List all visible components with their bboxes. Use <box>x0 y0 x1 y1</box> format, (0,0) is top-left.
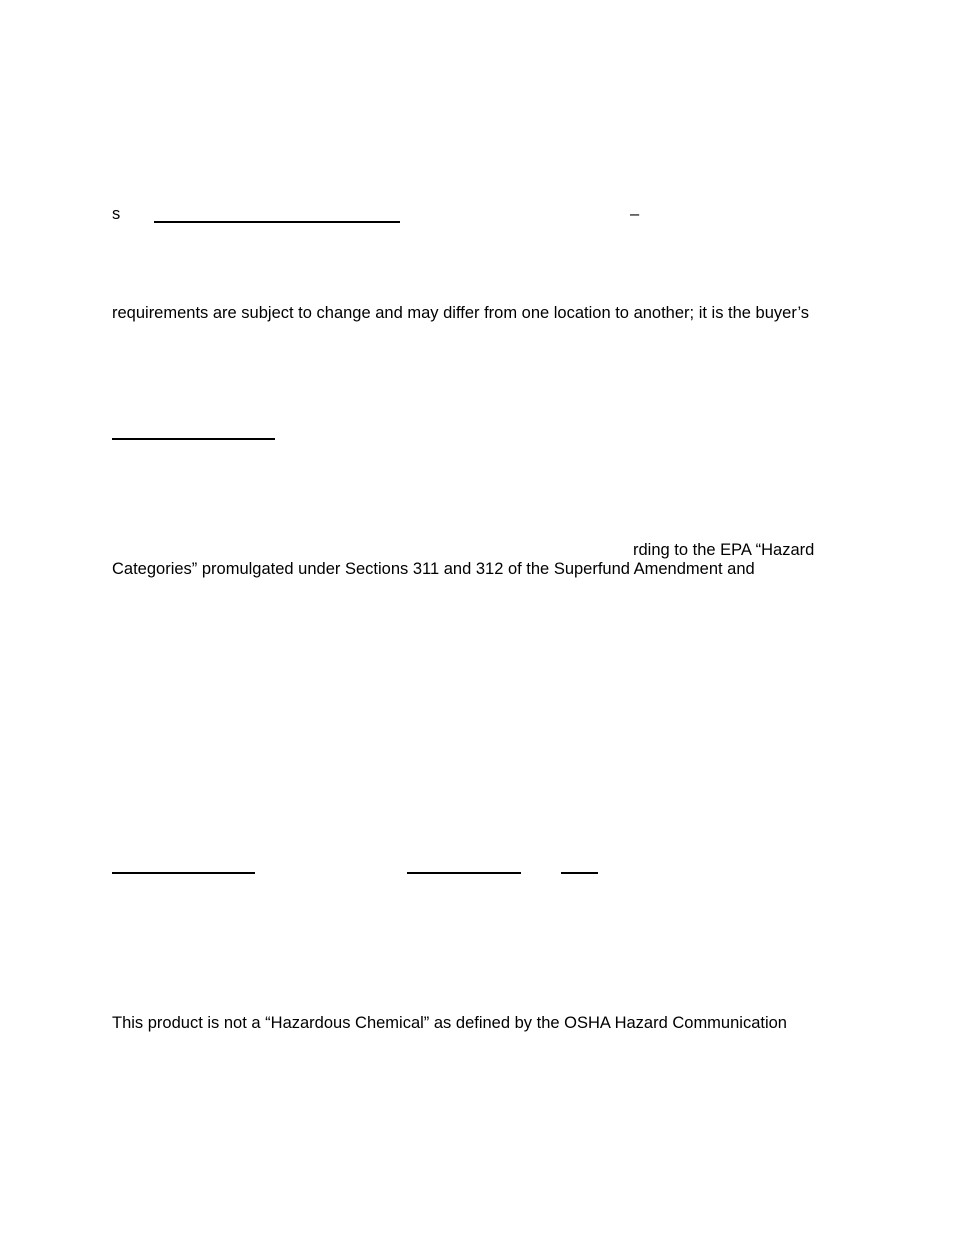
text-fragment-s: s <box>112 205 121 223</box>
text-fragment-dash: – <box>630 205 640 223</box>
text-line-categories: Categories” promulgated under Sections 311 and 312 of the Superfund Amendment and <box>112 560 755 578</box>
underline-rule <box>154 221 400 223</box>
text-line-requirements: requirements are subject to change and may differ from one location to another; it is the buyer’s <box>112 304 810 322</box>
underline-rule <box>112 872 255 874</box>
underline-rule <box>561 872 598 874</box>
text-line-epa-hazard: rding to the EPA “Hazard <box>633 541 815 559</box>
text-line-osha: This product is not a “Hazardous Chemical” as defined by the OSHA Hazard Communication <box>112 1014 787 1032</box>
underline-rule <box>407 872 521 874</box>
underline-rule <box>112 438 275 440</box>
